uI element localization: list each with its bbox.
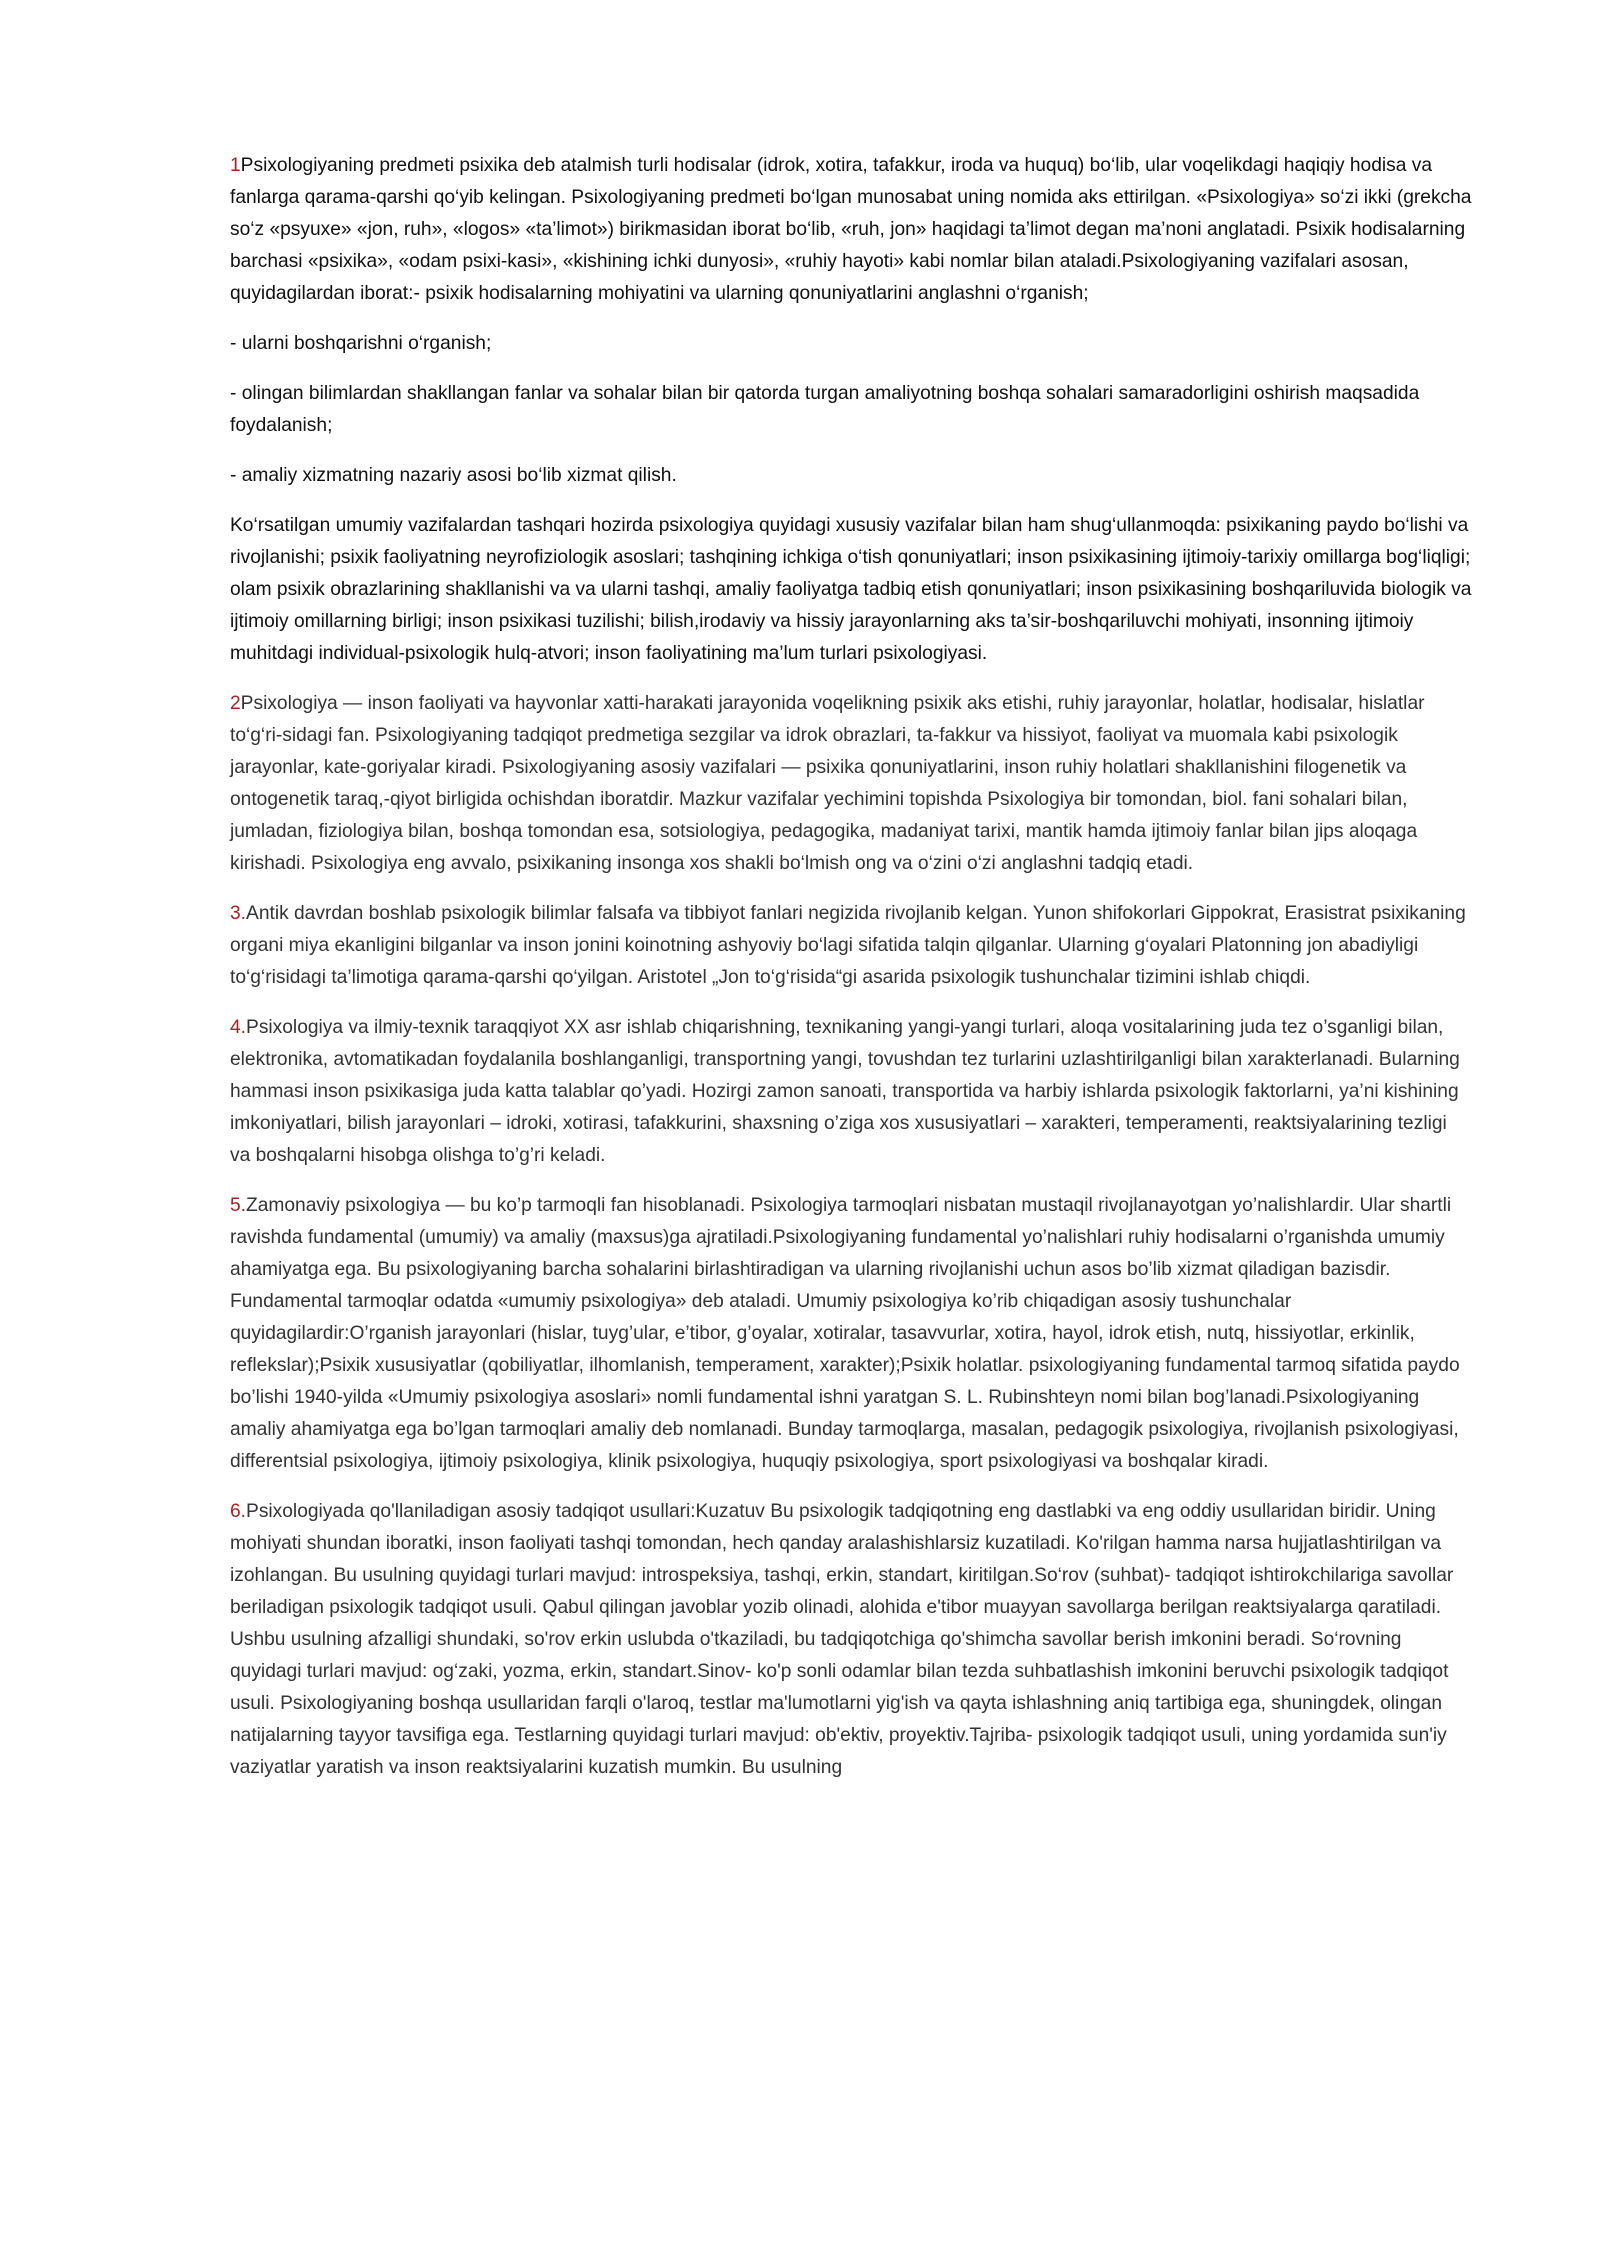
paragraph-number: 5.: [230, 1195, 247, 1216]
paragraph-text: Psixologiya — inson faoliyati va hayvonlar xatti-harakati jarayonida voqelikning psixik aks etishi, ruhiy jarayonlar, holatlar, hodisalar, hislatlar to‘g‘ri-sidagi fan. Psixologiyaning tadqiqot predmetiga sezgilar va idrok obrazlari, ta-fakkur va hissiyot, faoliyat va muomala kabi psixologik jarayonlar, kate-goriyalar kiradi. Psixologiyaning asosiy vazifalari — psixika qonuniyatlarini, inson ruhiy holatlari shakllanishini filogenetik va ontogenetik taraq,-qiyot birligida ochishdan iboratdir. Mazkur vazifalar yechimini topishda Psixologiya bir tomondan, biol. fani sohalari bilan, jumladan, fiziologiya bilan, boshqa tomondan esa, sotsiologiya, pedagogika, madaniyat tarixi, mantik hamda ijtimoiy fanlar bilan jips aloqaga kirishadi. Psixologiya eng avvalo, psixikaning insonga xos shakli bo‘lmish ong va o‘zini o‘zi anglashni tadqiq etadi.: [230, 693, 1425, 874]
paragraph-text: Antik davrdan boshlab psixologik bilimlar falsafa va tibbiyot fanlari negizida rivojlanib kelgan. Yunon shifokorlari Gippokrat, Erasistrat psixikaning organi miya ekanligini bilganlar va inson jonini koinotning ashyoviy bo‘lagi sifatida talqin qilganlar. Ularning g‘oyalari Platonning jon abadiyligi to‘g‘risidagi ta’limotiga qarama-qarshi qo‘yilgan. Aristotel „Jon to‘g‘risida“gi asarida psixologik tushunchalar tizimini ishlab chiqdi.: [230, 903, 1466, 988]
paragraph-special-tasks: [230, 510, 1472, 670]
paragraph-number: 2: [230, 693, 241, 714]
paragraph-number: 1: [230, 155, 241, 176]
paragraph-3: [230, 898, 1472, 994]
paragraph-text: Zamonaviy psixologiya — bu ko’p tarmoqli fan hisoblanadi. Psixologiya tarmoqlari nisbatan mustaqil rivojlanayotgan yo’nalishlardir. Ular shartli ravishda fundamental (umumiy) va amaliy (maxsus)ga ajratiladi.Psixologiyaning fundamental yo’nalishlari ruhiy hodisalarni o’rganishda umumiy ahamiyatga ega. Bu psixologiyaning barcha sohalarini birlashtiradigan va ularning rivojlanishi uchun asos bo’lib xizmat qiladigan bazisdir. Fundamental tarmoqlar odatda «umumiy psixologiya» deb ataladi. Umumiy psixologiya ko’rib chiqadigan asosiy tushunchalar quyidagilardir:O’rganish jarayonlari (hislar, tuyg’ular, e’tibor, g’oyalar, xotiralar, tasavvurlar, xotira, hayol, idrok etish, nutq, hissiyotlar, erkinlik, reflekslar);Psixik xususiyatlar (qobiliyatlar, ilhomlanish, temperament, xarakter);Psixik holatlar. psixologiyaning fundamental tarmoq sifatida paydo bo’lishi 1940-yilda «Umumiy psixologiya asoslari» nomli fundamental ishni yaratgan S. L. Rubinshteyn nomi bilan bog’lanadi.Psixologiyaning amaliy ahamiyatga ega bo’lgan tarmoqlari amaliy deb nomlanadi. Bunday tarmoqlarga, masalan, pedagogik psixologiya, rivojlanish psixologiyasi, differentsial psixologiya, ijtimoiy psixologiya, klinik psixologiya, huquqiy psixologiya, sport psixologiyasi va boshqalar kiradi.: [230, 1195, 1460, 1472]
paragraph-task-1: [230, 328, 1472, 360]
paragraph-text: - amaliy xizmatning nazariy asosi bo‘lib xizmat qilish.: [230, 465, 677, 486]
paragraph-text: Psixologiya va ilmiy-texnik taraqqiyot XX asr ishlab chiqarishning, texnikaning yangi-yangi turlari, aloqa vositalarining juda tez o’sganligi bilan, elektronika, avtomatikadan foydalanila boshlanganligi, transportning yangi, tovushdan tez turlarini uzlashtirilganligi bilan xarakterlanadi. Bularning hammasi inson psixikasiga juda katta talablar qo’yadi. Hozirgi zamon sanoati, transportida va harbiy ishlarda psixologik faktorlarni, ya’ni kishining imkoniyatlari, bilish jarayonlari – idroki, xotirasi, tafakkurini, shaxsning o’ziga xos xususiyatlari – xarakteri, temperamenti, reaktsiyalarining tezligi va boshqalarni hisobga olishga to’g’ri keladi.: [230, 1017, 1460, 1166]
paragraph-2: [230, 688, 1472, 880]
paragraph-task-2: [230, 378, 1472, 442]
paragraph-text: - olingan bilimlardan shakllangan fanlar va sohalar bilan bir qatorda turgan amaliyotning boshqa sohalari samaradorligini oshirish maqsadida foydalanish;: [230, 383, 1420, 436]
paragraph-text: Psixologiyada qo'llaniladigan asosiy tadqiqot usullari:Kuzatuv Bu psixologik tadqiqotning eng dastlabki va eng oddiy usullaridan biridir. Uning mohiyati shundan iboratki, inson faoliyati tashqi tomondan, hech qanday aralashishlarsiz kuzatiladi. Ko'rilgan hamma narsa hujjatlashtirilgan va izohlangan. Bu usulning quyidagi turlari mavjud: introspeksiya, tashqi, erkin, standart, kiritilgan.So‘rov (suhbat)- tadqiqot ishtirokchilariga savollar beriladigan psixologik tadqiqot usuli. Qabul qilingan javoblar yozib olinadi, alohida e'tibor muayyan savollarga berilgan reaktsiyalarga qaratiladi. Ushbu usulning afzalligi shundaki, so'rov erkin uslubda o'tkaziladi, bu tadqiqotchiga qo'shimcha savollar berish imkonini beradi. So‘rovning quyidagi turlari mavjud: og‘zaki, yozma, erkin, standart.Sinov- ko'p sonli odamlar bilan tezda suhbatlashish imkonini beruvchi psixologik tadqiqot usuli. Psixologiyaning boshqa usullaridan farqli o'laroq, testlar ma'lumotlarni yig'ish va qayta ishlashning aniq tartibiga ega, shuningdek, olingan natijalarning tayyor tavsifiga ega. Testlarning quyidagi turlari mavjud: ob'ektiv, proyektiv.Tajriba- psixologik tadqiqot usuli, uning yordamida sun'iy vaziyatlar yaratish va inson reaktsiyalarini kuzatish mumkin. Bu usulning: [230, 1501, 1454, 1778]
paragraph-text: Psixologiyaning predmeti psixika deb atalmish turli hodisalar (idrok, xotira, tafakkur, iroda va huquq) bo‘lib, ular voqelikdagi haqiqiy hodisa va fanlarga qarama-qarshi qo‘yib kelingan. Psixologiyaning predmeti bo‘lgan munosabat uning nomida aks ettirilgan. «Psixologiya» so‘zi ikki (grekcha so‘z «psyuxe» «jon, ruh», «logos» «ta’limot») birikmasidan iborat bo‘lib, «ruh, jon» haqidagi ta’limot degan ma’noni anglatadi. Psixik hodisalarning barchasi «psixika», «odam psixi-kasi», «kishining ichki dunyosi», «ruhiy hayoti» kabi nomlar bilan ataladi.Psixologiyaning vazifalari asosan, quyidagilardan iborat:- psixik hodisalarning mohiyatini va ularning qonuniyatlarini anglashni o‘rganish;: [230, 155, 1472, 304]
paragraph-6: [230, 1496, 1472, 1784]
paragraph-task-3: [230, 460, 1472, 492]
paragraph-number: 3.: [230, 903, 247, 924]
paragraph-5: [230, 1190, 1472, 1478]
paragraph-number: 4.: [230, 1017, 247, 1038]
paragraph-1: [230, 150, 1472, 310]
paragraph-text: Ko‘rsatilgan umumiy vazifalardan tashqari hozirda psixologiya quyidagi xususiy vazifalar bilan ham shug‘ullanmoqda: psixikaning paydo bo‘lishi va rivojlanishi; psixik faoliyatning neyrofiziologik asoslari; tashqining ichkiga o‘tish qonuniyatlari; inson psixikasining ijtimoiy-tarixiy omillarga bog‘liqligi; olam psixik obrazlarining shakllanishi va va ularni tashqi, amaliy faoliyatga tadbiq etish qonuniyatlari; inson psixikasining boshqariluvida biologik va ijtimoiy omillarning birligi; inson psixikasi tuzilishi; bilish,irodaviy va hissiy jarayonlarning aks ta’sir-boshqariluvchi mohiyati, insonning ijtimoiy muhitdagi individual-psixologik hulq-atvori; inson faoliyatining ma’lum turlari psixologiyasi.: [230, 515, 1472, 664]
paragraph-number: 6.: [230, 1501, 247, 1522]
paragraph-text: - ularni boshqarishni o‘rganish;: [230, 333, 492, 354]
paragraph-4: [230, 1012, 1472, 1172]
